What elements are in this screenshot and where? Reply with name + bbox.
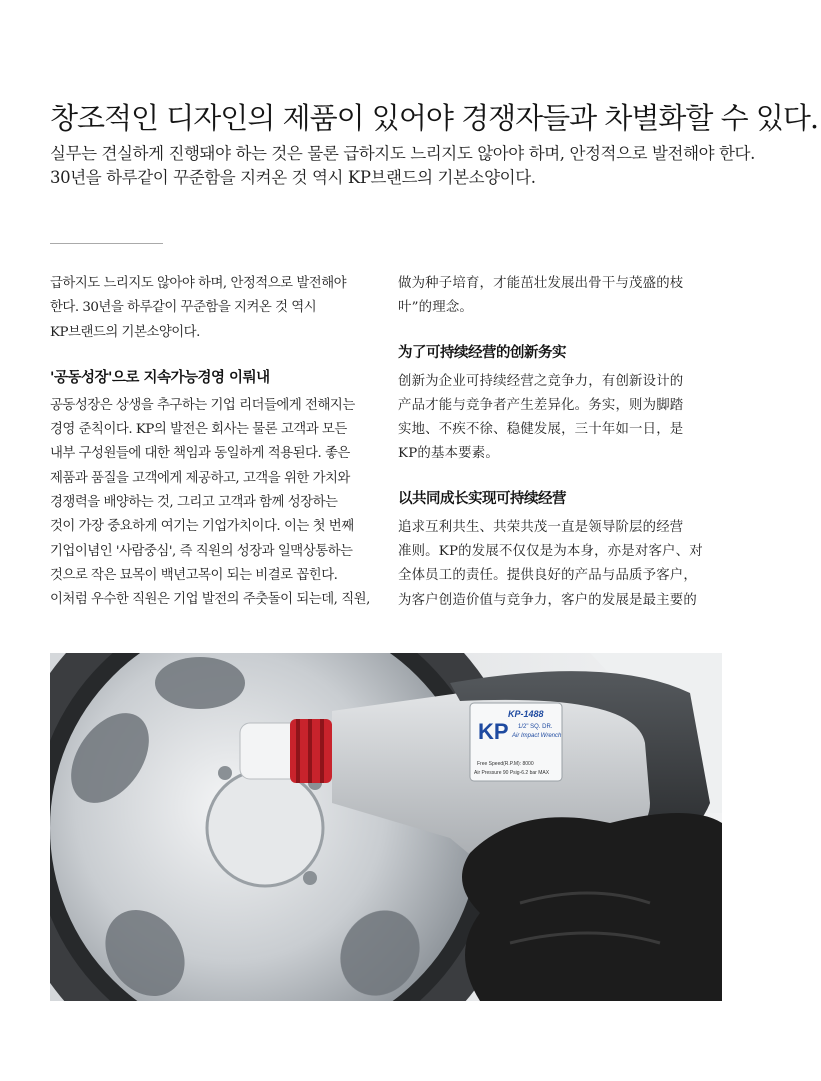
text-line: 实地、不疾不徐、稳健发展，三十年如一日，是 [398,422,684,438]
page-headline: 창조적인 디자인의 제품이 있어야 경쟁자들과 차별화할 수 있다. [50,101,819,135]
text-line: 追求互利共生、共荣共茂一直是领导阶层的经营 [398,519,684,535]
text-line: 한다. 30년을 하루같이 꾸준함을 지켜온 것 역시 [50,300,317,316]
kp-logo: KP [478,719,509,744]
chinese-section-heading: 以共同成长实现可持续经营 [398,490,566,507]
text-line: KP브랜드의 기본소양이다. [50,324,200,340]
wrench-socket-shape [240,719,332,783]
text-line: 제품과 품질을 고객에게 제공하고, 고객을 위한 가치와 [50,470,350,486]
tool-speed-text: Free Speed(R.P.M): 8000 [477,761,534,767]
text-line: 것이 가장 중요하게 여기는 기업가치이다. 이는 첫 번째 [50,519,354,535]
text-line: 경영 준칙이다. KP의 발전은 회사는 물론 고객과 모든 [50,422,347,438]
text-line: KP的基本要素。 [398,446,499,462]
text-line: 为客户创造价值与竞争力，客户的发展是最主要的 [398,592,697,608]
chinese-intro-paragraph [398,272,728,321]
text-line: 准则。KP的发展不仅仅是为本身，亦是对客户、对 [398,544,703,560]
product-photo [50,653,722,1001]
text-line: 공동성장은 상생을 추구하는 기업 리더들에게 전해지는 [50,397,355,413]
text-line: 做为种子培育，才能茁壮发展出骨干与茂盛的枝 [398,276,684,291]
chinese-column [398,272,728,613]
tool-model-text: KP-1488 [508,709,544,719]
chinese-body-paragraph [398,370,728,467]
korean-section-heading: '공동성장'으로 지속가능경영 이뤄내 [50,369,270,386]
tool-type-text: Air Impact Wrench [512,733,562,739]
intro-line: 30년을 하루같이 꾸준함을 지켜온 것 역시 KP브랜드의 기본소양이다. [50,168,536,187]
korean-body-paragraph [50,394,380,613]
text-line: 이처럼 우수한 직원은 기업 발전의 주춧돌이 되는데, 직원, [50,592,370,608]
intro-paragraph [50,142,810,190]
text-line: 경쟁력을 배양하는 것, 그리고 고객과 함께 성장하는 [50,495,338,511]
text-line: 것으로 작은 묘목이 백년고목이 되는 비결로 꼽힌다. [50,567,338,583]
korean-intro-paragraph [50,272,380,345]
text-line: 급하지도 느리지도 않아야 하며, 안정적으로 발전해야 [50,276,347,291]
text-line: 产品才能与竞争者产生差异化。务实，则为脚踏 [398,397,684,413]
gloved-hand-shape [462,813,722,1001]
intro-line: 실무는 견실하게 진행돼야 하는 것은 물론 급하지도 느리지도 않아야 하며, 안정적으로 발전해야 한다. [50,144,755,163]
text-line: 创新为企业可持续经营之竞争力，有创新设计的 [398,373,684,389]
korean-column [50,272,380,613]
text-line: 叶”的理念。 [398,300,473,316]
text-line: 全体员工的责任。提供良好的产品与品质予客户， [398,568,697,584]
chinese-section-heading: 为了可持续经营的创新务实 [398,344,566,361]
chinese-body-paragraph [398,516,728,613]
tool-drive-text: 1/2" SQ. DR. [518,724,553,730]
text-line: 기업이념인 '사람중심', 즉 직원의 성장과 일맥상통하는 [50,543,353,559]
section-divider [50,243,163,244]
text-line: 내부 구성원들에 대한 책임과 동일하게 적용된다. 좋은 [50,446,350,462]
tool-pressure-text: Air Pressure 90 Psig-6.2 bar MAX [474,770,550,776]
impact-wrench-illustration [50,653,722,1001]
